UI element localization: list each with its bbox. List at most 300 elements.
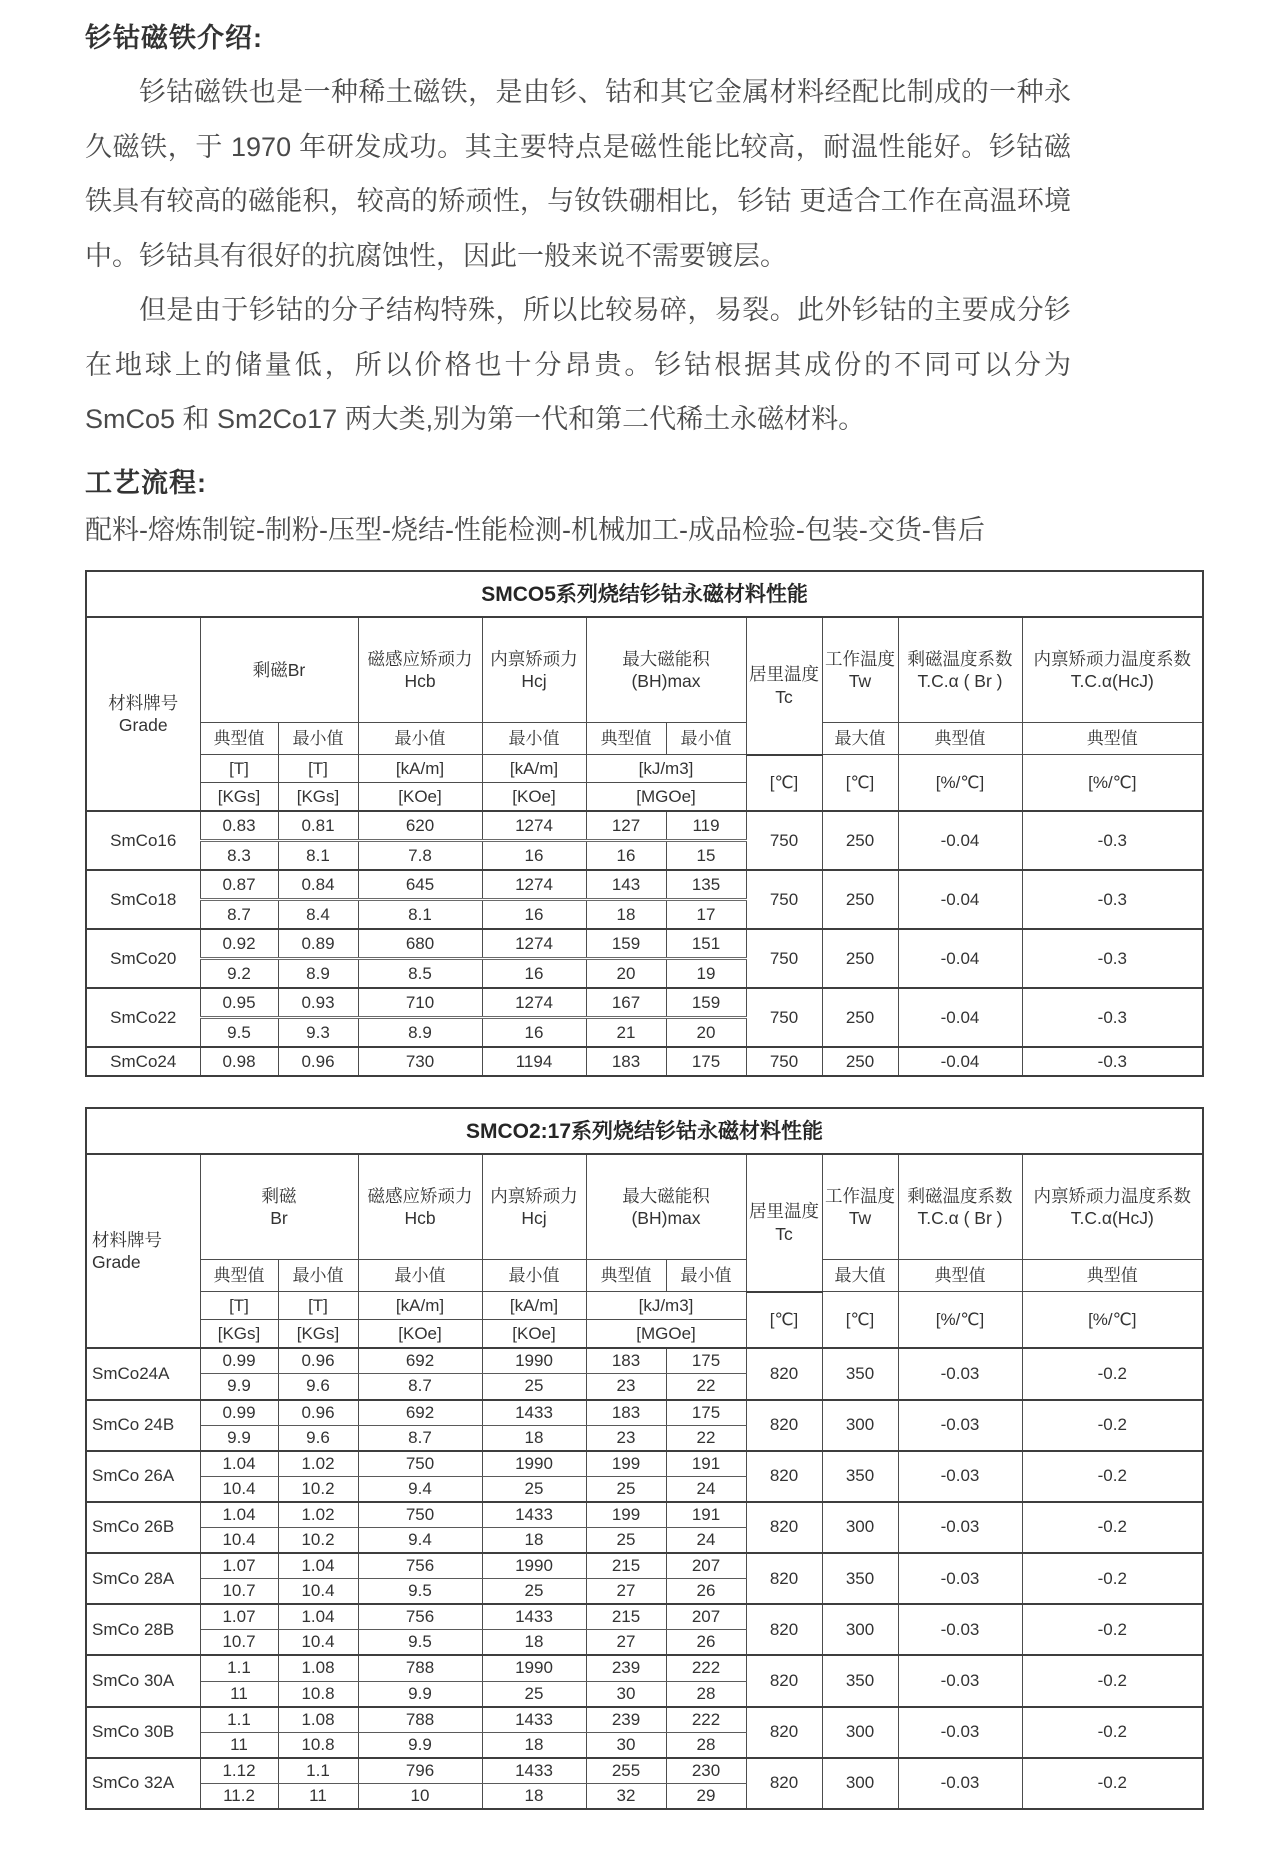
value-cell: 16 bbox=[482, 841, 586, 871]
hcb-column-header bbox=[358, 617, 482, 723]
unit-cell: [KGs] bbox=[278, 783, 358, 812]
tcbr-header-line2: T.C.α ( Br ) bbox=[917, 671, 1003, 692]
br-column-header bbox=[200, 617, 358, 723]
hcb-header-line2: Hcb bbox=[404, 671, 436, 692]
hcj-column-header bbox=[482, 617, 586, 723]
value-cell: 820 bbox=[746, 1707, 822, 1758]
value-cell: -0.04 bbox=[898, 929, 1022, 988]
value-cell: 1.02 bbox=[278, 1451, 358, 1477]
value-cell: 8.7 bbox=[358, 1425, 482, 1451]
unit-cell: [kJ/m3] bbox=[586, 755, 746, 783]
grade-cell: SmCo 30B bbox=[86, 1707, 200, 1758]
value-cell: 143 bbox=[586, 870, 666, 900]
unit-cell: [%/℃] bbox=[898, 1292, 1022, 1349]
bhmax-header-line2: (BH)max bbox=[631, 671, 701, 692]
unit-cell: [KOe] bbox=[358, 1320, 482, 1349]
value-cell: 25 bbox=[482, 1681, 586, 1707]
value-cell: -0.04 bbox=[898, 811, 1022, 870]
tcbr-header-line1: 剩磁温度系数 bbox=[907, 648, 1013, 669]
value-cell: 20 bbox=[666, 1018, 746, 1048]
value-cell: 199 bbox=[586, 1502, 666, 1528]
value-cell: 18 bbox=[482, 1425, 586, 1451]
unit-cell: [kA/m] bbox=[482, 755, 586, 783]
value-cell: 9.9 bbox=[358, 1732, 482, 1758]
value-cell: 22 bbox=[666, 1425, 746, 1451]
value-cell: 30 bbox=[586, 1732, 666, 1758]
sub-header-cell: 典型值 bbox=[898, 1260, 1022, 1292]
value-cell: 175 bbox=[666, 1348, 746, 1374]
value-cell: 9.6 bbox=[278, 1425, 358, 1451]
table-row bbox=[86, 1047, 1203, 1076]
unit-cell: [℃] bbox=[746, 1292, 822, 1349]
value-cell: 8.3 bbox=[200, 841, 278, 871]
grade-cell: SmCo24A bbox=[86, 1348, 200, 1399]
unit-cell: [T] bbox=[278, 755, 358, 783]
value-cell: 9.5 bbox=[200, 1018, 278, 1048]
table-units-si-row bbox=[86, 755, 1203, 783]
value-cell: -0.03 bbox=[898, 1553, 1022, 1604]
grade-cell: SmCo20 bbox=[86, 929, 200, 988]
table-header-row bbox=[86, 617, 1203, 723]
grade-cell: SmCo 28A bbox=[86, 1553, 200, 1604]
tcbr-header-line2: T.C.α ( Br ) bbox=[917, 1208, 1003, 1229]
value-cell: -0.2 bbox=[1022, 1400, 1203, 1451]
value-cell: 1.04 bbox=[200, 1451, 278, 1477]
table-title: SMCO2:17系列烧结钐钴永磁材料性能 bbox=[86, 1108, 1203, 1154]
process-flow-text: 配料-熔炼制锭-制粉-压型-烧结-性能检测-机械加工-成品检验-包装-交货-售后 bbox=[85, 514, 985, 545]
table-subheader-row bbox=[86, 723, 1203, 755]
value-cell: 0.83 bbox=[200, 811, 278, 841]
value-cell: 183 bbox=[586, 1400, 666, 1426]
value-cell: 22 bbox=[666, 1374, 746, 1400]
value-cell: 151 bbox=[666, 929, 746, 959]
value-cell: -0.2 bbox=[1022, 1604, 1203, 1655]
value-cell: -0.04 bbox=[898, 988, 1022, 1047]
sub-header-cell: 最大值 bbox=[822, 723, 898, 755]
hcj-column-header bbox=[482, 1154, 586, 1260]
value-cell: 1990 bbox=[482, 1348, 586, 1374]
value-cell: 250 bbox=[822, 988, 898, 1047]
value-cell: 750 bbox=[746, 870, 822, 929]
table-title-row bbox=[86, 571, 1203, 617]
value-cell: -0.2 bbox=[1022, 1553, 1203, 1604]
grade-cell: SmCo24 bbox=[86, 1047, 200, 1076]
value-cell: 250 bbox=[822, 870, 898, 929]
value-cell: 1274 bbox=[482, 988, 586, 1018]
table-row bbox=[86, 1348, 1203, 1374]
value-cell: 750 bbox=[746, 1047, 822, 1076]
br-header-line1: 剩磁 bbox=[261, 1185, 297, 1206]
value-cell: 28 bbox=[666, 1681, 746, 1707]
value-cell: 230 bbox=[666, 1758, 746, 1784]
value-cell: -0.03 bbox=[898, 1502, 1022, 1553]
value-cell: 28 bbox=[666, 1732, 746, 1758]
unit-cell: [KOe] bbox=[482, 783, 586, 812]
tc-header-line2: Tc bbox=[775, 687, 793, 708]
sub-header-cell: 最小值 bbox=[666, 723, 746, 755]
intro-heading: 钐钴磁铁介绍: bbox=[85, 23, 263, 53]
value-cell: 9.2 bbox=[200, 959, 278, 989]
br-header-line1: 剩磁Br bbox=[252, 659, 306, 680]
value-cell: 222 bbox=[666, 1655, 746, 1681]
value-cell: 250 bbox=[822, 929, 898, 988]
value-cell: 756 bbox=[358, 1604, 482, 1630]
sub-header-cell: 最大值 bbox=[822, 1260, 898, 1292]
table-row bbox=[86, 1553, 1203, 1579]
unit-cell: [℃] bbox=[822, 1292, 898, 1349]
sub-header-cell: 最小值 bbox=[482, 1260, 586, 1292]
value-cell: 820 bbox=[746, 1655, 822, 1706]
grade-column-header bbox=[86, 617, 200, 811]
value-cell: -0.3 bbox=[1022, 988, 1203, 1047]
unit-cell: [kA/m] bbox=[358, 1292, 482, 1320]
value-cell: 788 bbox=[358, 1707, 482, 1733]
value-cell: -0.03 bbox=[898, 1707, 1022, 1758]
grade-cell: SmCo 32A bbox=[86, 1758, 200, 1809]
unit-cell: [kA/m] bbox=[358, 755, 482, 783]
value-cell: 1.1 bbox=[278, 1758, 358, 1784]
value-cell: 8.9 bbox=[278, 959, 358, 989]
tcbr-column-header bbox=[898, 1154, 1022, 1260]
value-cell: 207 bbox=[666, 1604, 746, 1630]
sub-header-cell: 典型值 bbox=[200, 1260, 278, 1292]
grade-header-line1: 材料牌号 bbox=[92, 1229, 162, 1250]
sub-header-cell: 最小值 bbox=[278, 723, 358, 755]
value-cell: 183 bbox=[586, 1047, 666, 1076]
value-cell: 10.4 bbox=[200, 1527, 278, 1553]
value-cell: 8.5 bbox=[358, 959, 482, 989]
value-cell: 0.96 bbox=[278, 1400, 358, 1426]
unit-cell: [%/℃] bbox=[1022, 755, 1203, 812]
value-cell: 29 bbox=[666, 1783, 746, 1809]
unit-cell: [KGs] bbox=[200, 783, 278, 812]
value-cell: 10.4 bbox=[278, 1630, 358, 1656]
grade-cell: SmCo16 bbox=[86, 811, 200, 870]
unit-cell: [℃] bbox=[746, 755, 822, 812]
value-cell: 17 bbox=[666, 900, 746, 930]
value-cell: 8.7 bbox=[358, 1374, 482, 1400]
value-cell: 1.08 bbox=[278, 1655, 358, 1681]
tw-header-line1: 工作温度 bbox=[825, 1185, 895, 1206]
value-cell: 9.9 bbox=[358, 1681, 482, 1707]
value-cell: 250 bbox=[822, 811, 898, 870]
value-cell: 8.4 bbox=[278, 900, 358, 930]
smco5-spec-table bbox=[85, 570, 1204, 1077]
grade-header-line2: Grade bbox=[92, 1252, 141, 1273]
value-cell: 1990 bbox=[482, 1451, 586, 1477]
value-cell: 23 bbox=[586, 1425, 666, 1451]
value-cell: 300 bbox=[822, 1400, 898, 1451]
unit-cell: [MGOe] bbox=[586, 1320, 746, 1349]
value-cell: 27 bbox=[586, 1630, 666, 1656]
hcb-header-line2: Hcb bbox=[404, 1208, 436, 1229]
tc-header-line1: 居里温度 bbox=[749, 664, 819, 685]
value-cell: 1274 bbox=[482, 929, 586, 959]
value-cell: 25 bbox=[482, 1579, 586, 1605]
process-heading: 工艺流程: bbox=[85, 467, 207, 498]
tchcj-column-header bbox=[1022, 1154, 1203, 1260]
value-cell: 18 bbox=[482, 1630, 586, 1656]
value-cell: 9.5 bbox=[358, 1630, 482, 1656]
unit-cell: [T] bbox=[200, 755, 278, 783]
value-cell: 820 bbox=[746, 1553, 822, 1604]
grade-header-line1: 材料牌号 bbox=[108, 692, 179, 713]
value-cell: -0.2 bbox=[1022, 1655, 1203, 1706]
value-cell: 23 bbox=[586, 1374, 666, 1400]
value-cell: 30 bbox=[586, 1681, 666, 1707]
sub-header-cell: 最小值 bbox=[666, 1260, 746, 1292]
hcj-header-line2: Hcj bbox=[521, 1208, 547, 1229]
value-cell: 9.4 bbox=[358, 1527, 482, 1553]
value-cell: -0.2 bbox=[1022, 1707, 1203, 1758]
value-cell: 7.8 bbox=[358, 841, 482, 871]
value-cell: 24 bbox=[666, 1527, 746, 1553]
value-cell: 1433 bbox=[482, 1707, 586, 1733]
value-cell: 27 bbox=[586, 1579, 666, 1605]
tchcj-header-line2: T.C.α(HcJ) bbox=[1070, 1208, 1154, 1229]
value-cell: 239 bbox=[586, 1655, 666, 1681]
value-cell: 0.93 bbox=[278, 988, 358, 1018]
grade-column-header bbox=[86, 1154, 200, 1348]
value-cell: 25 bbox=[586, 1527, 666, 1553]
value-cell: 25 bbox=[482, 1374, 586, 1400]
value-cell: 10 bbox=[358, 1783, 482, 1809]
value-cell: 750 bbox=[358, 1502, 482, 1528]
value-cell: 300 bbox=[822, 1758, 898, 1809]
table-body bbox=[86, 811, 1203, 1076]
value-cell: 1.12 bbox=[200, 1758, 278, 1784]
tchcj-header-line2: T.C.α(HcJ) bbox=[1070, 671, 1154, 692]
value-cell: 167 bbox=[586, 988, 666, 1018]
value-cell: 820 bbox=[746, 1400, 822, 1451]
value-cell: 0.92 bbox=[200, 929, 278, 959]
value-cell: 750 bbox=[746, 988, 822, 1047]
tchcj-header-line1: 内禀矫顽力温度系数 bbox=[1033, 648, 1192, 669]
value-cell: 300 bbox=[822, 1604, 898, 1655]
table-body bbox=[86, 1348, 1203, 1809]
value-cell: 10.4 bbox=[200, 1476, 278, 1502]
hcj-header-line2: Hcj bbox=[521, 671, 547, 692]
value-cell: 159 bbox=[586, 929, 666, 959]
intro-paragraph-2: 但是由于钐钴的分子结构特殊，所以比较易碎，易裂。此外钐钴的主要成分钐在地球上的储量低，所以价格也十分昂贵。钐钴根据其成份的不同可以分为 SmCo5 和 Sm2Co17 两大类,别为第一代和第二代稀土永磁材料。 bbox=[85, 295, 1071, 435]
value-cell: 1.04 bbox=[200, 1502, 278, 1528]
value-cell: 1990 bbox=[482, 1655, 586, 1681]
unit-cell: [%/℃] bbox=[1022, 1292, 1203, 1349]
value-cell: 9.4 bbox=[358, 1476, 482, 1502]
value-cell: 25 bbox=[482, 1476, 586, 1502]
value-cell: 0.84 bbox=[278, 870, 358, 900]
value-cell: 350 bbox=[822, 1348, 898, 1399]
table-row bbox=[86, 1400, 1203, 1426]
value-cell: 820 bbox=[746, 1348, 822, 1399]
value-cell: 119 bbox=[666, 811, 746, 841]
br-column-header bbox=[200, 1154, 358, 1260]
value-cell: -0.03 bbox=[898, 1400, 1022, 1451]
value-cell: 10.7 bbox=[200, 1630, 278, 1656]
value-cell: -0.2 bbox=[1022, 1502, 1203, 1553]
value-cell: 21 bbox=[586, 1018, 666, 1048]
value-cell: 10.2 bbox=[278, 1527, 358, 1553]
value-cell: 796 bbox=[358, 1758, 482, 1784]
table-units-si-row bbox=[86, 1292, 1203, 1320]
value-cell: 1.1 bbox=[200, 1707, 278, 1733]
value-cell: -0.03 bbox=[898, 1451, 1022, 1502]
value-cell: 620 bbox=[358, 811, 482, 841]
value-cell: 222 bbox=[666, 1707, 746, 1733]
value-cell: 750 bbox=[358, 1451, 482, 1477]
value-cell: -0.3 bbox=[1022, 1047, 1203, 1076]
tw-header-line2: Tw bbox=[848, 1208, 872, 1229]
value-cell: 0.89 bbox=[278, 929, 358, 959]
grade-cell: SmCo 24B bbox=[86, 1400, 200, 1451]
tw-header-line1: 工作温度 bbox=[825, 648, 895, 669]
table-subheader-row bbox=[86, 1260, 1203, 1292]
unit-cell: [T] bbox=[200, 1292, 278, 1320]
value-cell: 11.2 bbox=[200, 1783, 278, 1809]
unit-cell: [kJ/m3] bbox=[586, 1292, 746, 1320]
value-cell: 183 bbox=[586, 1348, 666, 1374]
value-cell: 710 bbox=[358, 988, 482, 1018]
value-cell: 1433 bbox=[482, 1400, 586, 1426]
table-row bbox=[86, 870, 1203, 900]
value-cell: -0.2 bbox=[1022, 1451, 1203, 1502]
value-cell: -0.03 bbox=[898, 1348, 1022, 1399]
sub-header-cell: 典型值 bbox=[586, 1260, 666, 1292]
tchcj-column-header bbox=[1022, 617, 1203, 723]
unit-cell: [%/℃] bbox=[898, 755, 1022, 812]
value-cell: 692 bbox=[358, 1348, 482, 1374]
tchcj-header-line1: 内禀矫顽力温度系数 bbox=[1033, 1185, 1192, 1206]
unit-cell: [MGOe] bbox=[586, 783, 746, 812]
table-row bbox=[86, 811, 1203, 841]
value-cell: 692 bbox=[358, 1400, 482, 1426]
table-title-row bbox=[86, 1108, 1203, 1154]
table-row bbox=[86, 1502, 1203, 1528]
value-cell: 15 bbox=[666, 841, 746, 871]
value-cell: 19 bbox=[666, 959, 746, 989]
grade-cell: SmCo 28B bbox=[86, 1604, 200, 1655]
value-cell: 1.07 bbox=[200, 1604, 278, 1630]
value-cell: 350 bbox=[822, 1655, 898, 1706]
unit-cell: [KOe] bbox=[358, 783, 482, 812]
grade-cell: SmCo18 bbox=[86, 870, 200, 929]
value-cell: 1433 bbox=[482, 1604, 586, 1630]
value-cell: 16 bbox=[482, 1018, 586, 1048]
hcj-header-line1: 内禀矫顽力 bbox=[490, 648, 578, 669]
grade-cell: SmCo 26A bbox=[86, 1451, 200, 1502]
value-cell: 0.81 bbox=[278, 811, 358, 841]
value-cell: 175 bbox=[666, 1047, 746, 1076]
value-cell: 0.96 bbox=[278, 1348, 358, 1374]
intro-paragraph-1: 钐钴磁铁也是一种稀土磁铁，是由钐、钴和其它金属材料经配比制成的一种永久磁铁，于 1970 年研发成功。其主要特点是磁性能比较高，耐温性能好。钐钴磁铁具有较高的磁能积，较高的矫顽性，与钕铁硼相比，钐钴 更适合工作在高温环境中。钐钴具有很好的抗腐蚀性，因此一般来说不需要镀层。 bbox=[85, 77, 1071, 271]
value-cell: 26 bbox=[666, 1579, 746, 1605]
table-row bbox=[86, 1758, 1203, 1784]
tc-column-header bbox=[746, 1154, 822, 1292]
grade-header-line2: Grade bbox=[118, 715, 168, 736]
unit-cell: [KGs] bbox=[278, 1320, 358, 1349]
value-cell: 1.1 bbox=[200, 1655, 278, 1681]
value-cell: 788 bbox=[358, 1655, 482, 1681]
value-cell: -0.03 bbox=[898, 1604, 1022, 1655]
value-cell: 1.02 bbox=[278, 1502, 358, 1528]
grade-cell: SmCo 26B bbox=[86, 1502, 200, 1553]
value-cell: 16 bbox=[482, 900, 586, 930]
value-cell: 300 bbox=[822, 1707, 898, 1758]
bhmax-header-line1: 最大磁能积 bbox=[622, 648, 710, 669]
table-row bbox=[86, 1707, 1203, 1733]
value-cell: 10.8 bbox=[278, 1732, 358, 1758]
value-cell: 1274 bbox=[482, 870, 586, 900]
value-cell: 199 bbox=[586, 1451, 666, 1477]
value-cell: -0.3 bbox=[1022, 870, 1203, 929]
value-cell: 250 bbox=[822, 1047, 898, 1076]
value-cell: 8.1 bbox=[278, 841, 358, 871]
value-cell: 11 bbox=[278, 1783, 358, 1809]
value-cell: 207 bbox=[666, 1553, 746, 1579]
table-row bbox=[86, 1604, 1203, 1630]
value-cell: -0.03 bbox=[898, 1655, 1022, 1706]
value-cell: 11 bbox=[200, 1681, 278, 1707]
value-cell: 645 bbox=[358, 870, 482, 900]
value-cell: 1990 bbox=[482, 1553, 586, 1579]
value-cell: 0.99 bbox=[200, 1400, 278, 1426]
sub-header-cell: 典型值 bbox=[200, 723, 278, 755]
value-cell: -0.04 bbox=[898, 870, 1022, 929]
value-cell: 1.04 bbox=[278, 1553, 358, 1579]
value-cell: 350 bbox=[822, 1553, 898, 1604]
tcbr-column-header bbox=[898, 617, 1022, 723]
value-cell: 0.87 bbox=[200, 870, 278, 900]
bhmax-column-header bbox=[586, 617, 746, 723]
value-cell: 0.95 bbox=[200, 988, 278, 1018]
value-cell: 159 bbox=[666, 988, 746, 1018]
value-cell: 18 bbox=[586, 900, 666, 930]
value-cell: 350 bbox=[822, 1451, 898, 1502]
hcb-header-line1: 磁感应矫顽力 bbox=[367, 1185, 473, 1206]
value-cell: 11 bbox=[200, 1732, 278, 1758]
value-cell: -0.3 bbox=[1022, 929, 1203, 988]
value-cell: 820 bbox=[746, 1451, 822, 1502]
sub-header-cell: 典型值 bbox=[586, 723, 666, 755]
sub-header-cell: 最小值 bbox=[358, 723, 482, 755]
hcj-header-line1: 内禀矫顽力 bbox=[490, 1185, 578, 1206]
value-cell: 26 bbox=[666, 1630, 746, 1656]
br-header-line2: Br bbox=[270, 1208, 288, 1229]
value-cell: 0.96 bbox=[278, 1047, 358, 1076]
value-cell: 175 bbox=[666, 1400, 746, 1426]
value-cell: 135 bbox=[666, 870, 746, 900]
value-cell: 215 bbox=[586, 1604, 666, 1630]
value-cell: 191 bbox=[666, 1451, 746, 1477]
tw-column-header bbox=[822, 1154, 898, 1260]
sub-header-cell: 最小值 bbox=[482, 723, 586, 755]
value-cell: 8.1 bbox=[358, 900, 482, 930]
value-cell: 1433 bbox=[482, 1758, 586, 1784]
value-cell: -0.2 bbox=[1022, 1348, 1203, 1399]
tc-column-header bbox=[746, 617, 822, 755]
value-cell: 9.9 bbox=[200, 1425, 278, 1451]
value-cell: 20 bbox=[586, 959, 666, 989]
value-cell: 820 bbox=[746, 1604, 822, 1655]
value-cell: 16 bbox=[586, 841, 666, 871]
unit-cell: [T] bbox=[278, 1292, 358, 1320]
bhmax-header-line2: (BH)max bbox=[631, 1208, 701, 1229]
value-cell: 1.04 bbox=[278, 1604, 358, 1630]
value-cell: 750 bbox=[746, 811, 822, 870]
value-cell: 1433 bbox=[482, 1502, 586, 1528]
hcb-header-line1: 磁感应矫顽力 bbox=[367, 648, 473, 669]
value-cell: -0.03 bbox=[898, 1758, 1022, 1809]
